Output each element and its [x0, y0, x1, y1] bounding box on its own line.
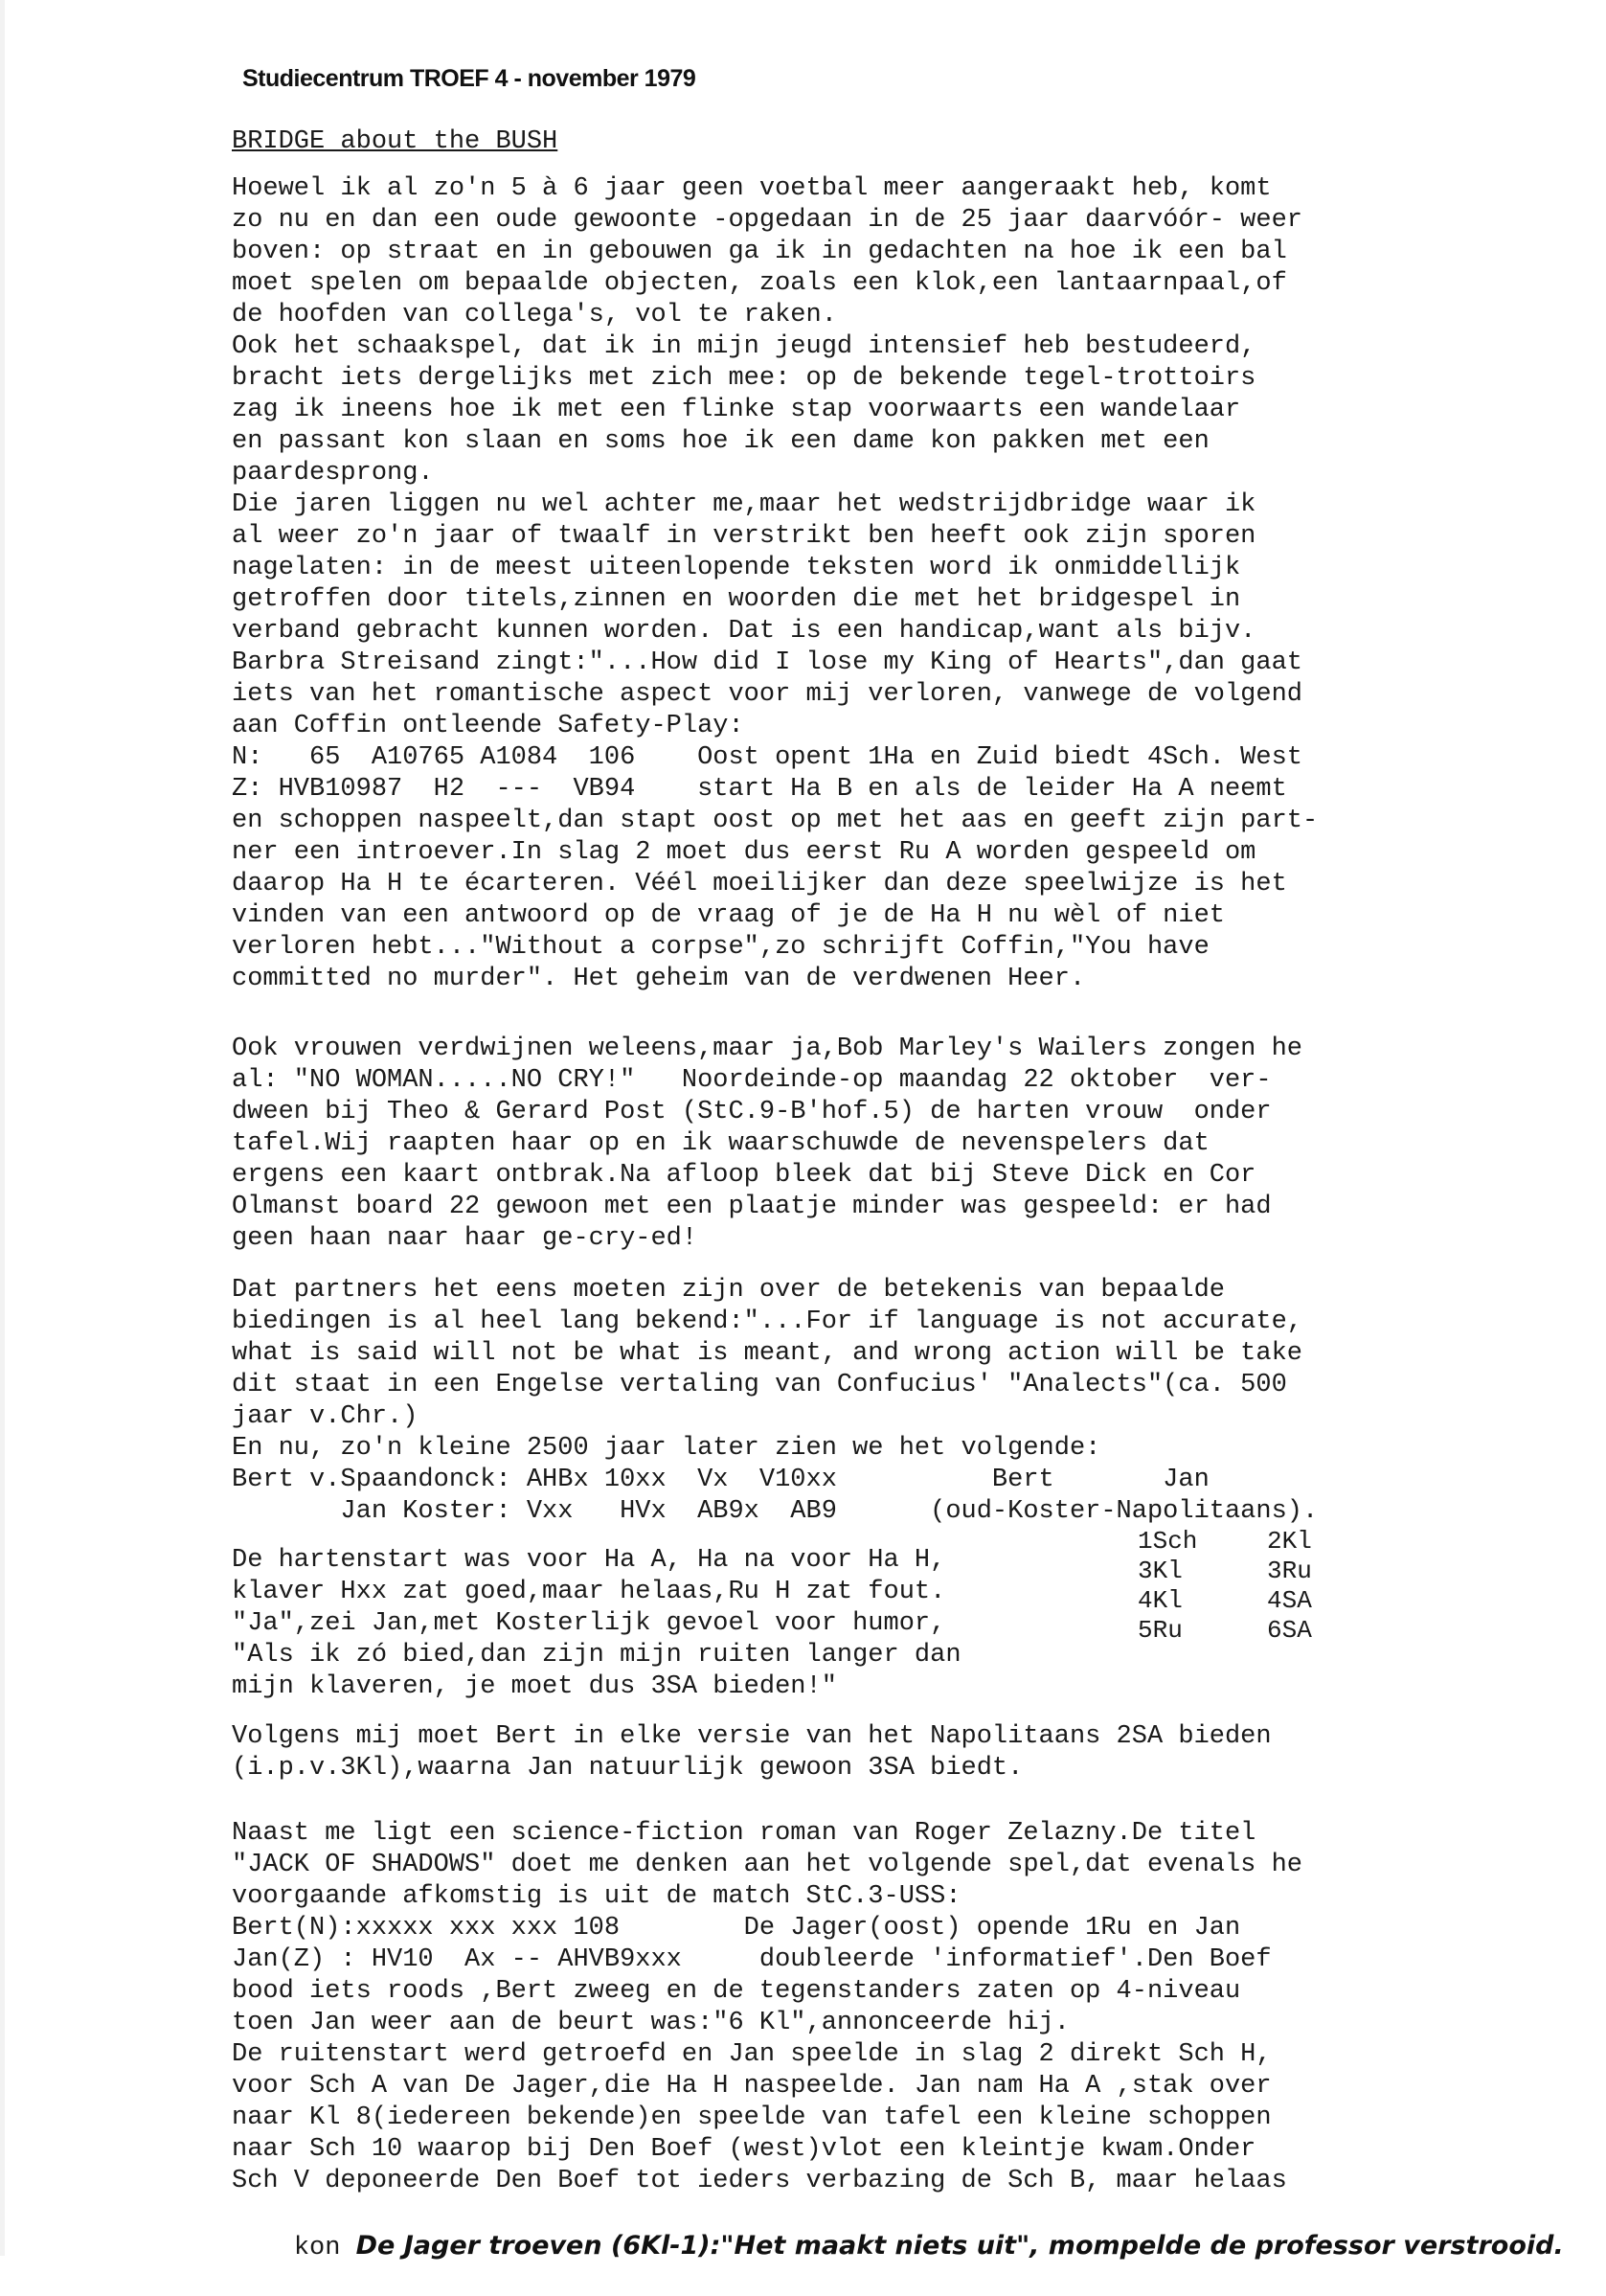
text-line: mijn klaveren, je moet dus 3SA bieden!" [232, 1672, 837, 1701]
text-line: klaver Hxx zat goed,maar helaas,Ru H zat fout. [232, 1578, 946, 1606]
text-line: verband gebracht kunnen worden. Dat is een handicap,want als bijv. [232, 617, 1256, 646]
text-line: Volgens mij moet Bert in elke versie van het Napolitaans 2SA bieden [232, 1722, 1272, 1751]
text-line: Naast me ligt een science-fiction roman van Roger Zelazny.De titel [232, 1819, 1256, 1848]
text-line: toen Jan weer aan de beurt was:"6 Kl",annonceerde hij. [232, 2009, 1070, 2037]
paragraph-2 [232, 1034, 1302, 1255]
bidding-sequence [1138, 1527, 1363, 1646]
text-line: Hoewel ik al zo'n 5 à 6 jaar geen voetbal meer aangeraakt heb, komt [232, 174, 1272, 203]
text-line: De hartenstart was voor Ha A, Ha na voor Ha H, [232, 1546, 946, 1575]
text-line: Jan Koster: Vxx HVx AB9x AB9 (oud-Koster-Napolitaans). [232, 1497, 1319, 1526]
paragraph-5 [232, 1721, 1272, 1785]
text-line: verloren hebt..."Without a corpse",zo schrijft Coffin,"You have [232, 933, 1210, 962]
text-line: biedingen is al heel lang bekend:"...For if language is not accurate, [232, 1307, 1302, 1336]
text-line: al: "NO WOMAN.....NO CRY!" Noordeinde-op maandag 22 oktober ver- [232, 1066, 1272, 1095]
text-line: naar Kl 8(iedereen bekende)en speelde van tafel een kleine schoppen [232, 2103, 1272, 2132]
paragraph-3 [232, 1275, 1318, 1528]
text-line: zag ik ineens hoe ik met een flinke stap voorwaarts een wandelaar [232, 396, 1241, 424]
text-line: ner een introever.In slag 2 moet dus eerst Ru A worden gespeeld om [232, 838, 1256, 867]
text-line: Ook het schaakspel, dat ik in mijn jeugd intensief heb bestudeerd, [232, 332, 1256, 361]
last-line [232, 2198, 1564, 2296]
article-title: BRIDGE about the BUSH [232, 127, 558, 156]
bid-bert: 4Kl [1138, 1586, 1183, 1615]
text-line: Jan(Z) : HV10 Ax -- AHVB9xxx doubleerde 'informatief'.Den Boef [232, 1945, 1272, 1974]
last-line-typed: kon [293, 2234, 356, 2262]
text-line: en schoppen naspeelt,dan stapt oost op met het aas en geeft zijn part- [232, 807, 1319, 835]
text-line: nagelaten: in de meest uiteenlopende teksten word ik onmiddellijk [232, 554, 1241, 582]
text-line: "Ja",zei Jan,met Kosterlijk gevoel voor humor, [232, 1609, 946, 1638]
text-line: en passant kon slaan en soms hoe ik een dame kon pakken met een [232, 427, 1210, 456]
handwritten-note: De Jager troeven (6Kl-1):"Het maakt niets uit", mompelde de professor verstrooid. [355, 2231, 1564, 2261]
text-line: paardesprong. [232, 459, 434, 488]
paragraph-4 [232, 1545, 961, 1703]
text-line: ergens een kaart ontbrak.Na afloop bleek dat bij Steve Dick en Cor [232, 1161, 1256, 1190]
text-line: tafel.Wij raapten haar op en ik waarschuwde de nevenspelers dat [232, 1129, 1210, 1158]
text-line: Dat partners het eens moeten zijn over de betekenis van bepaalde [232, 1276, 1225, 1305]
text-line: jaar v.Chr.) [232, 1402, 418, 1431]
bid-bert: 1Sch [1138, 1527, 1198, 1556]
text-line: daarop Ha H te écarteren. Véél moeilijker dan deze speelwijze is het [232, 870, 1287, 898]
text-line: "Als ik zó bied,dan zijn mijn ruiten langer dan [232, 1641, 961, 1670]
bid-bert: 3Kl [1138, 1557, 1183, 1585]
text-line: Barbra Streisand zingt:"...How did I lose my King of Hearts",dan gaat [232, 648, 1302, 677]
text-line: Die jaren liggen nu wel achter me,maar het wedstrijdbridge waar ik [232, 490, 1256, 519]
text-line: Bert v.Spaandonck: AHBx 10xx Vx V10xx Bert Jan [232, 1466, 1210, 1494]
text-line: (i.p.v.3Kl),waarna Jan natuurlijk gewoon 3SA biedt. [232, 1754, 1024, 1783]
text-line: Ook vrouwen verdwijnen weleens,maar ja,Bob Marley's Wailers zongen he [232, 1034, 1302, 1063]
text-line: geen haan naar haar ge-cry-ed! [232, 1224, 698, 1253]
text-line: voorgaande afkomstig is uit de match StC.3-USS: [232, 1882, 961, 1911]
text-line: N: 65 A10765 A1084 106 Oost opent 1Ha en Zuid biedt 4Sch. West [232, 743, 1302, 772]
text-line: aan Coffin ontleende Safety-Play: [232, 712, 744, 740]
text-line: voor Sch A van De Jager,die Ha H naspeelde. Jan nam Ha A ,stak over [232, 2072, 1272, 2101]
bid-bert: 5Ru [1138, 1616, 1183, 1645]
bid-jan: 4SA [1267, 1586, 1312, 1615]
bid-jan: 2Kl [1267, 1527, 1312, 1556]
text-line: Z: HVB10987 H2 --- VB94 start Ha B en als de leider Ha A neemt [232, 775, 1287, 804]
text-line: what is said will not be what is meant, and wrong action will be take [232, 1339, 1302, 1368]
text-line: bood iets roods ,Bert zweeg en de tegenstanders zaten op 4-niveau [232, 1977, 1241, 2006]
paragraph-6 [232, 1818, 1302, 2197]
page-header: Studiecentrum TROEF 4 - november 1979 [242, 65, 696, 92]
text-line: zo nu en dan een oude gewoonte -opgedaan in de 25 jaar daarvóór- weer [232, 206, 1302, 235]
bid-jan: 6SA [1267, 1616, 1312, 1645]
text-line: getroffen door titels,zinnen en woorden die met het bridgespel in [232, 585, 1241, 614]
text-line: Sch V deponeerde Den Boef tot ieders verbazing de Sch B, maar helaas [232, 2167, 1287, 2195]
scan-edge [0, 0, 5, 2256]
text-line: En nu, zo'n kleine 2500 jaar later zien we het volgende: [232, 1434, 1101, 1463]
text-line: "JACK OF SHADOWS" doet me denken aan het volgende spel,dat evenals he [232, 1851, 1302, 1879]
text-line: naar Sch 10 waarop bij Den Boef (west)vlot een kleintje kwam.Onder [232, 2135, 1256, 2164]
text-line: bracht iets dergelijks met zich mee: op de bekende tegel-trottoirs [232, 364, 1256, 393]
text-line: de hoofden van collega's, vol te raken. [232, 301, 837, 330]
text-line: vinden van een antwoord op de vraag of je de Ha H nu wèl of niet [232, 901, 1225, 930]
text-line: committed no murder". Het geheim van de verdwenen Heer. [232, 965, 1086, 993]
text-line: dween bij Theo & Gerard Post (StC.9-B'hof.5) de harten vrouw onder [232, 1098, 1272, 1126]
text-line: moet spelen om bepaalde objecten, zoals een klok,een lantaarnpaal,of [232, 269, 1287, 298]
text-line: al weer zo'n jaar of twaalf in verstrikt ben heeft ook zijn sporen [232, 522, 1256, 551]
text-line: Olmanst board 22 gewoon met een plaatje minder was gespeeld: er had [232, 1193, 1272, 1221]
text-line: Bert(N):xxxxx xxx xxx 108 De Jager(oost) opende 1Ru en Jan [232, 1914, 1241, 1943]
text-line: De ruitenstart werd getroefd en Jan speelde in slag 2 direkt Sch H, [232, 2040, 1272, 2069]
text-line: boven: op straat en in gebouwen ga ik in gedachten na hoe ik een bal [232, 238, 1287, 266]
text-line: dit staat in een Engelse vertaling van Confucius' "Analects"(ca. 500 [232, 1371, 1287, 1399]
text-line: iets van het romantische aspect voor mij verloren, vanwege de volgend [232, 680, 1302, 709]
bid-jan: 3Ru [1267, 1557, 1312, 1585]
paragraph-1 [232, 173, 1318, 995]
